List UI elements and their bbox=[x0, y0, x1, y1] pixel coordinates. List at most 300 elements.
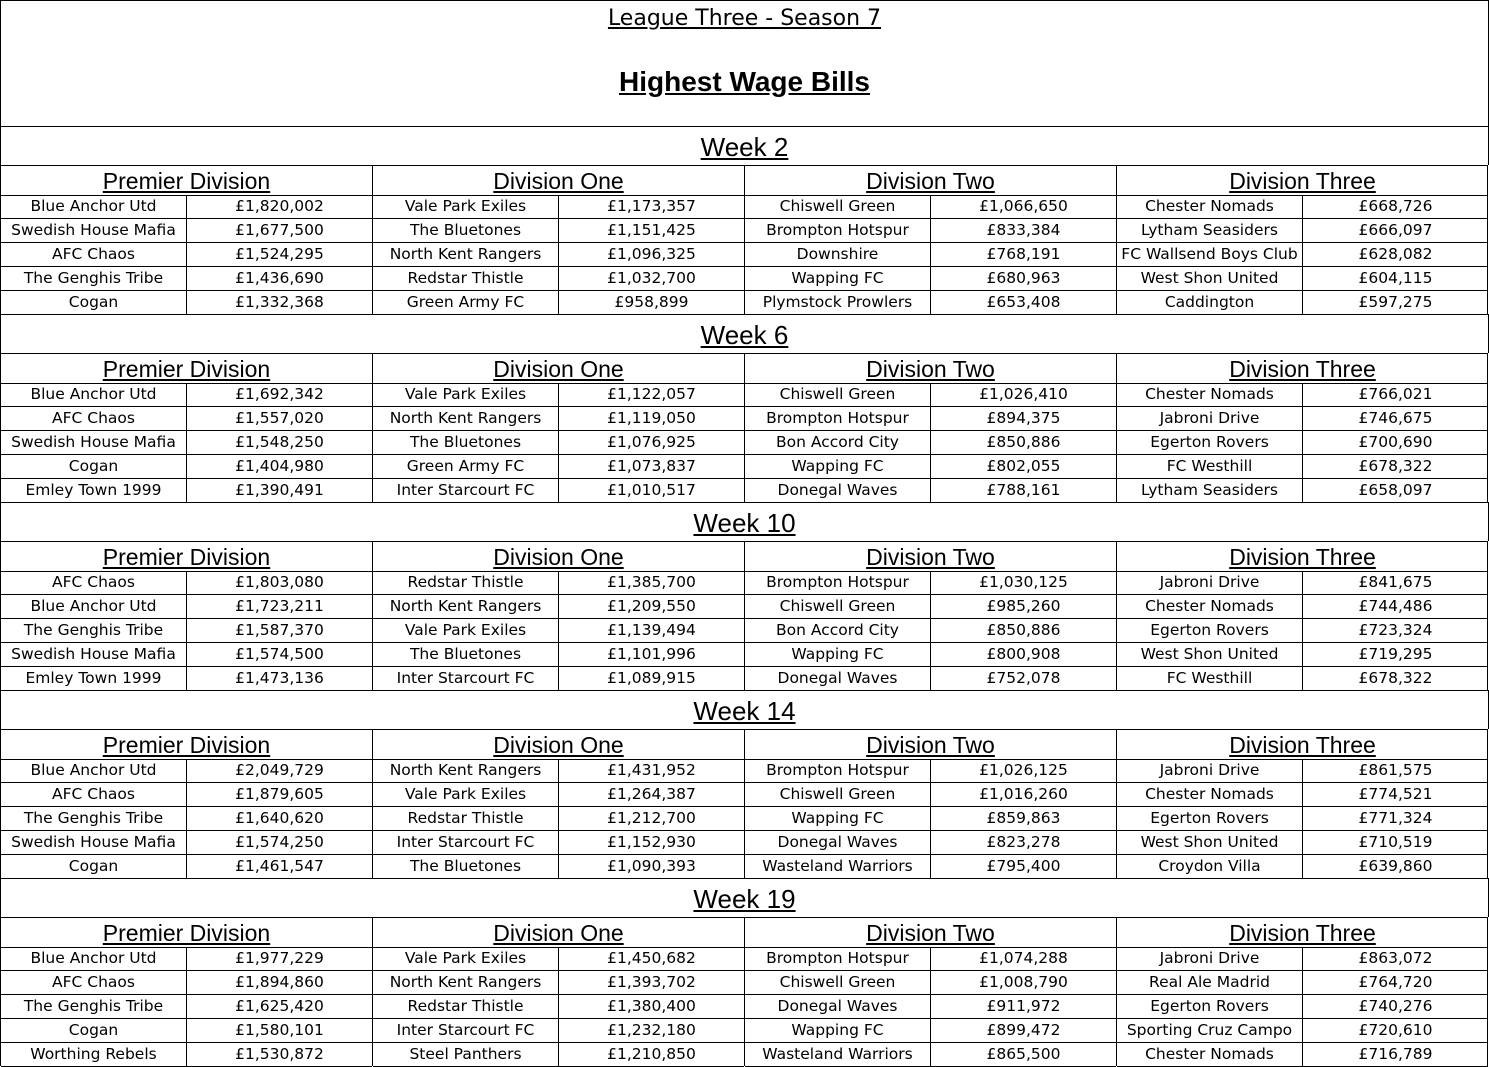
division-header: Division Three bbox=[1117, 917, 1488, 948]
division-table bbox=[372, 165, 744, 314]
team-name-cell: Chester Nomads bbox=[1117, 383, 1303, 406]
wage-bill-cell: £1,332,368 bbox=[235, 293, 324, 311]
wage-bill-cell: £1,173,357 bbox=[607, 197, 696, 215]
team-name-cell: Emley Town 1999 bbox=[1, 667, 187, 690]
table-row bbox=[745, 291, 1116, 315]
team-name-cell: Inter Starcourt FC bbox=[373, 1019, 559, 1042]
wage-bill-cell: £863,072 bbox=[1358, 949, 1433, 967]
wage-bill-cell: £899,472 bbox=[986, 1021, 1061, 1039]
table-row bbox=[1, 267, 372, 291]
table-row bbox=[1117, 1019, 1488, 1043]
team-name-cell: West Shon United bbox=[1117, 831, 1303, 854]
table-row bbox=[373, 267, 744, 291]
wage-bill-cell: £1,580,101 bbox=[235, 1021, 324, 1039]
wage-bill-cell: £1,530,872 bbox=[235, 1045, 324, 1063]
table-row bbox=[1, 243, 372, 267]
wage-bill-cell: £1,232,180 bbox=[607, 1021, 696, 1039]
team-name-cell: Chiswell Green bbox=[745, 971, 931, 994]
wage-bill-cell: £1,404,980 bbox=[235, 457, 324, 475]
wage-bill-cell: £1,977,229 bbox=[235, 949, 324, 967]
wage-bill-cell: £1,587,370 bbox=[235, 621, 324, 639]
team-name-cell: Egerton Rovers bbox=[1117, 431, 1303, 454]
table-row bbox=[745, 571, 1116, 595]
table-row bbox=[1117, 1043, 1488, 1067]
team-name-cell: North Kent Rangers bbox=[373, 759, 559, 782]
team-name-cell: Swedish House Mafia bbox=[1, 219, 187, 242]
wage-bill-cell: £740,276 bbox=[1358, 997, 1433, 1015]
team-name-cell: The Bluetones bbox=[373, 643, 559, 666]
table-row bbox=[373, 831, 744, 855]
team-name-cell: Blue Anchor Utd bbox=[1, 595, 187, 618]
table-row bbox=[1117, 243, 1488, 267]
division-table bbox=[744, 353, 1116, 502]
table-row bbox=[373, 855, 744, 879]
division-table bbox=[1116, 917, 1488, 1066]
team-name-cell: Wapping FC bbox=[745, 807, 931, 830]
division-header: Division One bbox=[373, 353, 744, 384]
wage-bill-cell: £1,461,547 bbox=[235, 857, 324, 875]
wage-bill-cell: £1,209,550 bbox=[607, 597, 696, 615]
team-name-cell: Croydon Villa bbox=[1117, 855, 1303, 878]
table-row bbox=[745, 807, 1116, 831]
wage-bill-cell: £720,610 bbox=[1358, 1021, 1433, 1039]
wage-bill-cell: £795,400 bbox=[986, 857, 1061, 875]
division-table bbox=[1116, 729, 1488, 878]
wage-bill-cell: £1,090,393 bbox=[607, 857, 696, 875]
wage-bill-cell: £700,690 bbox=[1358, 433, 1433, 451]
wage-bill-cell: £1,010,517 bbox=[607, 481, 696, 499]
wage-bill-cell: £710,519 bbox=[1358, 833, 1433, 851]
team-name-cell: Donegal Waves bbox=[745, 479, 931, 502]
team-name-cell: The Genghis Tribe bbox=[1, 267, 187, 290]
wage-bill-cell: £752,078 bbox=[986, 669, 1061, 687]
table-row bbox=[1117, 783, 1488, 807]
division-header: Division Three bbox=[1117, 729, 1488, 760]
table-row bbox=[745, 219, 1116, 243]
table-row bbox=[1117, 291, 1488, 315]
team-name-cell: Steel Panthers bbox=[373, 1043, 559, 1066]
team-name-cell: The Bluetones bbox=[373, 431, 559, 454]
table-row bbox=[745, 1019, 1116, 1043]
team-name-cell: Bon Accord City bbox=[745, 431, 931, 454]
table-row bbox=[373, 291, 744, 315]
table-row bbox=[1, 643, 372, 667]
team-name-cell: AFC Chaos bbox=[1, 571, 187, 594]
division-header: Division One bbox=[373, 917, 744, 948]
wage-bill-cell: £668,726 bbox=[1358, 197, 1433, 215]
division-table bbox=[1116, 541, 1488, 690]
table-row bbox=[1117, 831, 1488, 855]
division-table bbox=[1116, 165, 1488, 314]
division-header: Division Two bbox=[745, 353, 1116, 384]
division-table bbox=[744, 729, 1116, 878]
table-row bbox=[373, 479, 744, 503]
table-row bbox=[1117, 571, 1488, 595]
team-name-cell: Chiswell Green bbox=[745, 383, 931, 406]
table-row bbox=[1117, 455, 1488, 479]
division-header: Premier Division bbox=[1, 729, 372, 760]
division-header: Division Three bbox=[1117, 165, 1488, 196]
wage-bill-cell: £746,675 bbox=[1358, 409, 1433, 427]
team-name-cell: Vale Park Exiles bbox=[373, 383, 559, 406]
wage-bill-cell: £1,473,136 bbox=[235, 669, 324, 687]
wage-bill-cell: £1,723,211 bbox=[235, 597, 324, 615]
team-name-cell: Donegal Waves bbox=[745, 831, 931, 854]
table-row bbox=[745, 831, 1116, 855]
wage-bill-cell: £1,625,420 bbox=[235, 997, 324, 1015]
table-row bbox=[1, 431, 372, 455]
team-name-cell: Wapping FC bbox=[745, 643, 931, 666]
week-title: Week 10 bbox=[0, 502, 1489, 541]
table-row bbox=[745, 431, 1116, 455]
week-block bbox=[0, 314, 1489, 502]
wage-bill-cell: £800,908 bbox=[986, 645, 1061, 663]
team-name-cell: West Shon United bbox=[1117, 267, 1303, 290]
wage-bill-cell: £766,021 bbox=[1358, 385, 1433, 403]
wage-bill-cell: £1,640,620 bbox=[235, 809, 324, 827]
wage-bill-cell: £861,575 bbox=[1358, 761, 1433, 779]
table-row bbox=[1, 1043, 372, 1067]
team-name-cell: AFC Chaos bbox=[1, 783, 187, 806]
division-header: Premier Division bbox=[1, 917, 372, 948]
division-header: Premier Division bbox=[1, 165, 372, 196]
team-name-cell: Brompton Hotspur bbox=[745, 407, 931, 430]
wage-bill-cell: £894,375 bbox=[986, 409, 1061, 427]
team-name-cell: Donegal Waves bbox=[745, 667, 931, 690]
team-name-cell: Donegal Waves bbox=[745, 995, 931, 1018]
table-row bbox=[373, 667, 744, 691]
division-header: Division Two bbox=[745, 729, 1116, 760]
wage-bill-cell: £1,026,410 bbox=[979, 385, 1068, 403]
wage-bill-cell: £597,275 bbox=[1358, 293, 1433, 311]
team-name-cell: Swedish House Mafia bbox=[1, 831, 187, 854]
table-row bbox=[745, 479, 1116, 503]
wage-bill-cell: £865,500 bbox=[986, 1045, 1061, 1063]
table-row bbox=[745, 407, 1116, 431]
wage-bill-cell: £1,152,930 bbox=[607, 833, 696, 851]
wage-bill-cell: £1,066,650 bbox=[979, 197, 1068, 215]
team-name-cell: North Kent Rangers bbox=[373, 595, 559, 618]
wage-bill-cell: £1,548,250 bbox=[235, 433, 324, 451]
team-name-cell: The Genghis Tribe bbox=[1, 619, 187, 642]
team-name-cell: AFC Chaos bbox=[1, 971, 187, 994]
wage-bill-cell: £1,803,080 bbox=[235, 573, 324, 591]
team-name-cell: Wapping FC bbox=[745, 1019, 931, 1042]
wage-bill-cell: £958,899 bbox=[614, 293, 689, 311]
table-row bbox=[373, 619, 744, 643]
table-row bbox=[1117, 807, 1488, 831]
wage-bill-cell: £1,151,425 bbox=[607, 221, 696, 239]
division-table bbox=[0, 729, 372, 878]
table-row bbox=[1117, 195, 1488, 219]
wage-bill-cell: £1,574,250 bbox=[235, 833, 324, 851]
wage-bill-cell: £1,139,494 bbox=[607, 621, 696, 639]
wage-bill-cell: £1,074,288 bbox=[979, 949, 1068, 967]
team-name-cell: Jabroni Drive bbox=[1117, 571, 1303, 594]
wage-bill-cell: £1,030,125 bbox=[979, 573, 1068, 591]
wage-bill-cell: £658,097 bbox=[1358, 481, 1433, 499]
wage-bill-cell: £985,260 bbox=[986, 597, 1061, 615]
division-header: Division One bbox=[373, 541, 744, 572]
table-row bbox=[1, 619, 372, 643]
table-row bbox=[373, 971, 744, 995]
team-name-cell: Redstar Thistle bbox=[373, 267, 559, 290]
wage-bill-cell: £628,082 bbox=[1358, 245, 1433, 263]
team-name-cell: Brompton Hotspur bbox=[745, 219, 931, 242]
table-row bbox=[373, 807, 744, 831]
team-name-cell: Wasteland Warriors bbox=[745, 1043, 931, 1066]
table-row bbox=[1117, 947, 1488, 971]
team-name-cell: Inter Starcourt FC bbox=[373, 831, 559, 854]
table-row bbox=[1, 219, 372, 243]
team-name-cell: West Shon United bbox=[1117, 643, 1303, 666]
team-name-cell: Egerton Rovers bbox=[1117, 619, 1303, 642]
division-header: Division One bbox=[373, 729, 744, 760]
division-table bbox=[744, 917, 1116, 1066]
team-name-cell: Blue Anchor Utd bbox=[1, 759, 187, 782]
week-block bbox=[0, 878, 1489, 1066]
division-table bbox=[744, 541, 1116, 690]
division-table bbox=[0, 353, 372, 502]
team-name-cell: Egerton Rovers bbox=[1117, 807, 1303, 830]
wage-bill-cell: £850,886 bbox=[986, 433, 1061, 451]
table-row bbox=[745, 995, 1116, 1019]
table-row bbox=[745, 595, 1116, 619]
division-header: Division Three bbox=[1117, 353, 1488, 384]
table-row bbox=[745, 759, 1116, 783]
table-row bbox=[1, 759, 372, 783]
table-row bbox=[1117, 643, 1488, 667]
wage-bill-cell: £1,076,925 bbox=[607, 433, 696, 451]
table-row bbox=[1, 947, 372, 971]
team-name-cell: Jabroni Drive bbox=[1117, 407, 1303, 430]
team-name-cell: Brompton Hotspur bbox=[745, 571, 931, 594]
team-name-cell: Lytham Seasiders bbox=[1117, 219, 1303, 242]
table-row bbox=[1, 1019, 372, 1043]
team-name-cell: North Kent Rangers bbox=[373, 971, 559, 994]
wage-bill-cell: £1,677,500 bbox=[235, 221, 324, 239]
team-name-cell: Chester Nomads bbox=[1117, 195, 1303, 218]
week-block bbox=[0, 690, 1489, 878]
wage-bill-cell: £1,385,700 bbox=[607, 573, 696, 591]
table-row bbox=[745, 267, 1116, 291]
table-row bbox=[1117, 759, 1488, 783]
table-row bbox=[373, 571, 744, 595]
team-name-cell: Chiswell Green bbox=[745, 783, 931, 806]
table-row bbox=[1, 855, 372, 879]
division-table bbox=[372, 729, 744, 878]
table-row bbox=[745, 1043, 1116, 1067]
table-row bbox=[745, 383, 1116, 407]
division-table bbox=[372, 917, 744, 1066]
team-name-cell: Vale Park Exiles bbox=[373, 947, 559, 970]
team-name-cell: FC Westhill bbox=[1117, 667, 1303, 690]
wage-bill-cell: £1,073,837 bbox=[607, 457, 696, 475]
table-row bbox=[745, 619, 1116, 643]
division-table bbox=[372, 353, 744, 502]
wage-bill-cell: £774,521 bbox=[1358, 785, 1433, 803]
wage-bill-cell: £1,089,915 bbox=[607, 669, 696, 687]
league-title: League Three - Season 7 bbox=[607, 6, 882, 31]
team-name-cell: Green Army FC bbox=[373, 455, 559, 478]
table-row bbox=[1, 995, 372, 1019]
table-row bbox=[1, 595, 372, 619]
team-name-cell: Jabroni Drive bbox=[1117, 759, 1303, 782]
table-row bbox=[373, 783, 744, 807]
team-name-cell: Blue Anchor Utd bbox=[1, 195, 187, 218]
team-name-cell: North Kent Rangers bbox=[373, 243, 559, 266]
week-block bbox=[0, 502, 1489, 690]
table-row bbox=[745, 243, 1116, 267]
wage-bill-cell: £680,963 bbox=[986, 269, 1061, 287]
table-row bbox=[373, 1043, 744, 1067]
wage-bill-cell: £850,886 bbox=[986, 621, 1061, 639]
table-row bbox=[1, 195, 372, 219]
division-table bbox=[372, 541, 744, 690]
division-table bbox=[744, 165, 1116, 314]
wage-bill-cell: £666,097 bbox=[1358, 221, 1433, 239]
wage-bill-cell: £764,720 bbox=[1358, 973, 1433, 991]
table-row bbox=[373, 947, 744, 971]
division-header: Division Two bbox=[745, 541, 1116, 572]
table-row bbox=[1, 407, 372, 431]
wage-bill-cell: £1,431,952 bbox=[607, 761, 696, 779]
wage-bill-cell: £1,026,125 bbox=[979, 761, 1068, 779]
team-name-cell: Inter Starcourt FC bbox=[373, 479, 559, 502]
wage-bill-cell: £639,860 bbox=[1358, 857, 1433, 875]
wage-bill-cell: £744,486 bbox=[1358, 597, 1433, 615]
team-name-cell: Vale Park Exiles bbox=[373, 195, 559, 218]
wage-bill-cell: £1,380,400 bbox=[607, 997, 696, 1015]
team-name-cell: Chester Nomads bbox=[1117, 783, 1303, 806]
team-name-cell: Egerton Rovers bbox=[1117, 995, 1303, 1018]
table-row bbox=[1, 971, 372, 995]
table-row bbox=[1117, 431, 1488, 455]
page-title: Highest Wage Bills bbox=[618, 66, 870, 97]
wage-bill-cell: £1,894,860 bbox=[235, 973, 324, 991]
wage-bill-cell: £859,863 bbox=[986, 809, 1061, 827]
week-title: Week 14 bbox=[0, 690, 1489, 729]
wage-bill-cell: £1,008,790 bbox=[979, 973, 1068, 991]
division-table bbox=[0, 917, 372, 1066]
wage-bill-cell: £716,789 bbox=[1358, 1045, 1433, 1063]
week-title: Week 2 bbox=[0, 126, 1489, 165]
wage-bill-cell: £604,115 bbox=[1358, 269, 1433, 287]
week-title: Week 19 bbox=[0, 878, 1489, 917]
table-row bbox=[1117, 267, 1488, 291]
wage-bill-cell: £1,122,057 bbox=[607, 385, 696, 403]
team-name-cell: The Genghis Tribe bbox=[1, 995, 187, 1018]
division-header: Division Three bbox=[1117, 541, 1488, 572]
team-name-cell: Chester Nomads bbox=[1117, 1043, 1303, 1066]
team-name-cell: Cogan bbox=[1, 455, 187, 478]
team-name-cell: Wapping FC bbox=[745, 455, 931, 478]
table-row bbox=[373, 195, 744, 219]
team-name-cell: Redstar Thistle bbox=[373, 571, 559, 594]
team-name-cell: Emley Town 1999 bbox=[1, 479, 187, 502]
team-name-cell: Swedish House Mafia bbox=[1, 643, 187, 666]
team-name-cell: Real Ale Madrid bbox=[1117, 971, 1303, 994]
team-name-cell: Chester Nomads bbox=[1117, 595, 1303, 618]
week-block bbox=[0, 126, 1489, 314]
team-name-cell: Lytham Seasiders bbox=[1117, 479, 1303, 502]
team-name-cell: Wapping FC bbox=[745, 267, 931, 290]
team-name-cell: Blue Anchor Utd bbox=[1, 947, 187, 970]
table-row bbox=[1, 291, 372, 315]
team-name-cell: Plymstock Prowlers bbox=[745, 291, 931, 314]
table-row bbox=[373, 219, 744, 243]
table-row bbox=[1, 383, 372, 407]
table-row bbox=[373, 643, 744, 667]
team-name-cell: Brompton Hotspur bbox=[745, 947, 931, 970]
wage-bill-cell: £788,161 bbox=[986, 481, 1061, 499]
table-row bbox=[1117, 855, 1488, 879]
team-name-cell: AFC Chaos bbox=[1, 243, 187, 266]
wage-bill-cell: £1,096,325 bbox=[607, 245, 696, 263]
team-name-cell: Worthing Rebels bbox=[1, 1043, 187, 1066]
table-row bbox=[745, 195, 1116, 219]
table-row bbox=[1, 807, 372, 831]
table-row bbox=[373, 455, 744, 479]
wage-bill-cell: £1,212,700 bbox=[607, 809, 696, 827]
team-name-cell: Cogan bbox=[1, 855, 187, 878]
team-name-cell: The Genghis Tribe bbox=[1, 807, 187, 830]
table-row bbox=[1117, 667, 1488, 691]
wage-bill-cell: £653,408 bbox=[986, 293, 1061, 311]
team-name-cell: Green Army FC bbox=[373, 291, 559, 314]
table-row bbox=[373, 243, 744, 267]
wage-bill-cell: £678,322 bbox=[1358, 457, 1433, 475]
table-row bbox=[745, 783, 1116, 807]
table-row bbox=[1117, 479, 1488, 503]
division-table bbox=[0, 165, 372, 314]
table-row bbox=[1, 455, 372, 479]
wage-bill-cell: £841,675 bbox=[1358, 573, 1433, 591]
table-row bbox=[745, 643, 1116, 667]
wage-bill-cell: £1,557,020 bbox=[235, 409, 324, 427]
table-row bbox=[373, 1019, 744, 1043]
team-name-cell: Cogan bbox=[1, 1019, 187, 1042]
team-name-cell: North Kent Rangers bbox=[373, 407, 559, 430]
division-header: Premier Division bbox=[1, 353, 372, 384]
wage-bill-cell: £1,016,260 bbox=[979, 785, 1068, 803]
wage-bill-cell: £1,101,996 bbox=[607, 645, 696, 663]
team-name-cell: Sporting Cruz Campo bbox=[1117, 1019, 1303, 1042]
team-name-cell: Downshire bbox=[745, 243, 931, 266]
table-row bbox=[373, 595, 744, 619]
team-name-cell: The Bluetones bbox=[373, 219, 559, 242]
team-name-cell: Vale Park Exiles bbox=[373, 619, 559, 642]
wage-bill-cell: £1,390,491 bbox=[235, 481, 324, 499]
table-row bbox=[745, 971, 1116, 995]
wage-bill-cell: £2,049,729 bbox=[235, 761, 324, 779]
wage-bill-cell: £1,820,002 bbox=[235, 197, 324, 215]
wage-bill-cell: £719,295 bbox=[1358, 645, 1433, 663]
wage-bill-cell: £723,324 bbox=[1358, 621, 1433, 639]
team-name-cell: Jabroni Drive bbox=[1117, 947, 1303, 970]
wage-bill-cell: £802,055 bbox=[986, 457, 1061, 475]
team-name-cell: Brompton Hotspur bbox=[745, 759, 931, 782]
wage-bill-cell: £1,692,342 bbox=[235, 385, 324, 403]
table-row bbox=[1117, 219, 1488, 243]
table-row bbox=[745, 855, 1116, 879]
wage-bill-cell: £1,264,387 bbox=[607, 785, 696, 803]
table-row bbox=[373, 995, 744, 1019]
table-row bbox=[1, 783, 372, 807]
table-row bbox=[1117, 407, 1488, 431]
table-row bbox=[745, 455, 1116, 479]
table-row bbox=[1, 479, 372, 503]
